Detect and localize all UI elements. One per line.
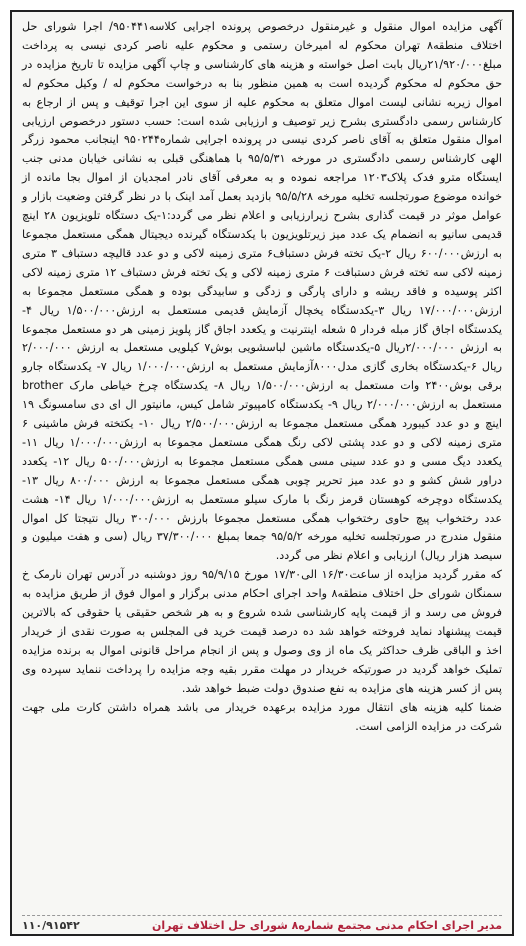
notice-paragraph-1: آگهی مزایده اموال منقول و غیرمنقول درخصوص پرونده اجرایی کلاسه۹۵۰۴۴۱/ اجرا شورای حل اختلاف منطقه۸ تهران محکوم له امیرخان رستمی و محکوم علیه ناصر کردی نیسی به پرداخت مبلغ۲۱/۹۲۰/۰۰۰ریال بابت اصل خواسته و هزینه های کارشناسی و چاپ آگهی مزایده تا تاریخ مزایده در حق محکوم له محکوم گردیده است به همین منظور بنا به درخواست محکوم له / وکیل محکوم له اموال زیربه نشانی لیست اموال متعلق به محکوم علیه از سوی این اجرا توقیف و پس از ارجاع به کارشناس رسمی دادگستری بشرح زیر توصیف و ارزیابی شده است: حسب دستور درخصوص ارزیابی اموال منقول متعلق به آقای ناصر کردی نیسی در پرونده اجرایی شماره۹۵۰۲۴۴ اینجانب محمود زرگر الهی کارشناس رسمی دادگستری در مورخه ۹۵/۵/۳۱ با هماهنگی قبلی به نشانی خیابان مدنی جنب ایستگاه مترو فدک پلاک۱۲۰۳ مراجعه نموده و به معرفی آقای نادر امجدیان از اموال بجا مانده از خوانده موضوع صورتجلسه تخلیه مورخه ۹۵/۵/۲۸ بازدید بعمل آمد اینک با در نظر گرفتن وضعیت بازار و عوامل موثر در قیمت گذاری بشرح زیرارزیابی و اعلام نظر می گردد:۱-یک دستگاه تلویزیون ۲۸ اینچ قدیمی سانیو به انضمام یک عدد میز زیرتلویزیون با یکدستگاه گیرنده دیجیتال همگی مستعمل مجموعا به ارزش۶۰۰/۰۰۰ ریال ۲-یک تخته فرش دستباف۶ متری زمینه لاکی و دو عدد قالیچه دستباف ۳ متری زمینه لاکی سه تخته فرش دستبافت ۶ متری زمینه لاکی و یک تخته فرش دستباف ۱۲ متری زمینه لاکی اکثر پوسیده و فاقد ریشه و دارای پارگی و زدگی و سابیدگی بوده و همگی مستعمل مجموعا به ارزش۱۷/۰۰۰/۰۰۰ ریال ۳-یکدستگاه یخچال آزمایش قدیمی مستعمل به ارزش۱/۵۰۰/۰۰۰ ریال ۴- یکدستگاه اجاق گاز مبله فردار ۵ شعله اینترنیت و یکعدد اجاق گاز پلویز زمینی هر دو مستعمل مجموعا به ارزش ۲/۰۰۰/۰۰۰ریال ۵-یکدستگاه ماشین لباسشویی بوش۷ کیلویی مستعمل به ارزش ۲/۰۰۰/۰۰۰ ریال ۶-یکدستگاه بخاری گازی مدل۸۰۰۰آزمایش مستعمل به ارزش۱/۰۰۰/۰۰۰ ریال ۷- یکدستگاه جارو برقی بوش۲۴۰۰ وات مستعمل به ارزش۱/۵۰۰/۰۰۰ ریال ۸- یکدستگاه چرخ خیاطی مارک brother مستعمل به ارزش۲/۰۰۰/۰۰۰ ریال ۹- یکدستگاه کامپیوتر شامل کیس، مانیتور ال ای دی سامسونگ ۱۹ اینچ و دو عدد کیبورد همگی مستعمل مجموعا به ارزش۲/۵۰۰/۰۰۰ ریال ۱۰- یکتخته فرش ماشینی ۶ متری زمینه لاکی و دو عدد پشتی لاکی رنگ همگی مستعمل مجموعا به ارزش۱/۰۰۰/۰۰۰ ریال ۱۱- یکعدد دیگ مسی و دو عدد سینی مسی همگی مستعمل مجموعا به ارزش۵۰۰/۰۰۰ ریال ۱۲- یکعدد دراور شش کشو و دو عدد میز تحریر چوبی همگی مستعمل مجموعا به ارزش ۸۰۰/۰۰۰ ریال ۱۳- یکدستگاه دوچرخه کوهستان قرمز رنگ با مارک سیلو مستعمل به ارزش۱/۰۰۰/۰۰۰ ریال ۱۴- هشت عدد رختخواب پیچ حاوی رختخواب همگی مستعمل مجموعا بارزش ۳۰۰/۰۰۰ ریال نتیجتا کل اموال منقول مندرج در صورتجلسه تخلیه مورخه ۹۵/۵/۲ جمعا بمبلغ ۳۷/۳۰۰/۰۰۰ ریال (سی و هفت میلیون و سیصد هزار ریال) ارزیابی و اعلام نظر می گردد. (22, 20, 503, 563)
issuer-signature: مدیر اجرای احکام مدنی مجتمع شماره۸ شورای حل اختلاف تهران (151, 919, 502, 932)
notice-paragraph-3: ضمنا کلیه هزینه های انتقال مورد مزایده برعهده خریدار می باشد همراه داشتن کارت ملی جهت شرکت در مزایده الزامی است. (22, 700, 502, 733)
notice-paragraph-2: که مقرر گردید مزایده از ساعت۱۶/۳۰ الی۱۷/۳۰ مورخ ۹۵/۹/۱۵ روز دوشنبه در آدرس تهران نارمک خ سمنگان شورای حل اختلاف منطقه۸ واحد اجرای احکام مدنی برگزار و اموال فوق از طریق مزایده به فروش می رسد و از قیمت پایه کارشناسی شده شروع و به هر شخص حقیقی یا حقوقی که بالاترین قیمت پیشنهاد نماید فروخته خواهد شد ده درصد قیمت خرید فی المجلس به صورت نقدی از خریدار اخذ و الباقی ظرف حداکثر یک ماه از وی وصول و پس از انجام مراحل قانونی اموال به برنده مزایده تملیک خواهد گردید در صورتیکه خریدار در مهلت مقرر بقیه وجه مزایده را پرداخت ننماید سپرده وی پس از کسر هزینه های مزایده به نفع صندوق دولت ضبط خواهد شد. (22, 568, 502, 695)
notice-code: ۱۱۰/۹۱۵۴۲ (22, 919, 80, 932)
auction-notice (10, 10, 514, 936)
notice-footer (22, 915, 502, 932)
